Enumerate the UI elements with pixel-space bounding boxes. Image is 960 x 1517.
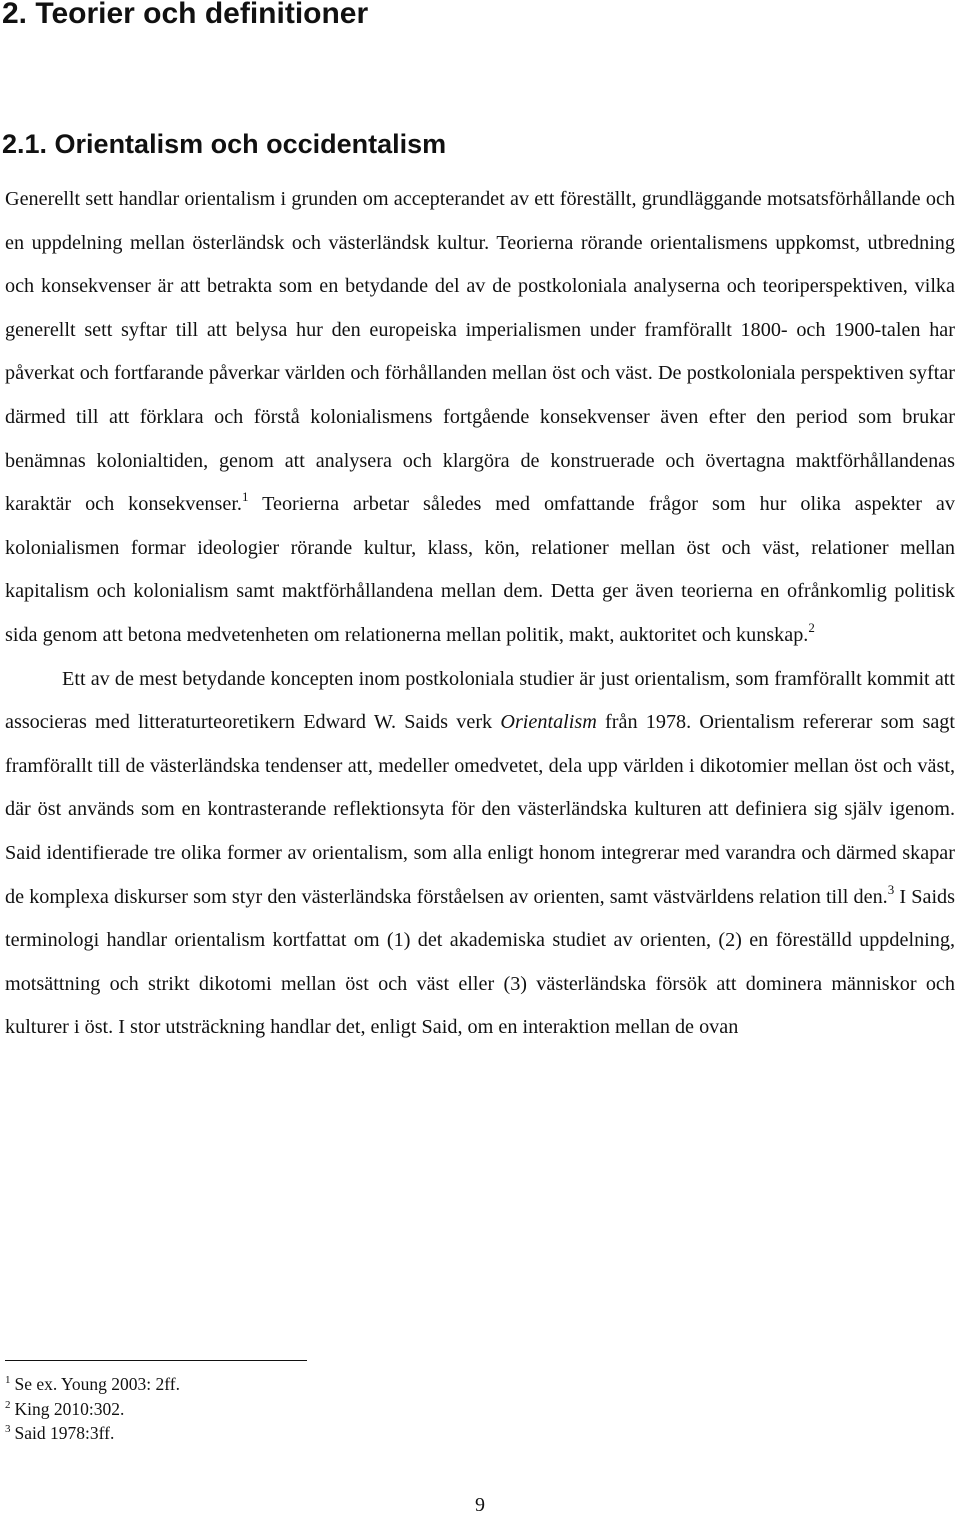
footnote-text: Se ex. Young 2003: 2ff.: [14, 1374, 180, 1394]
chapter-heading: 2. Teorier och definitioner: [2, 0, 369, 30]
section-heading: 2.1. Orientalism och occidentalism: [2, 129, 447, 159]
footnotes: [5, 1372, 180, 1446]
paragraph-2-part-a: Ett av de mest betydande koncepten inom postkoloniala studier är just orientalism, som framförallt kommit att associeras med litteraturteoretikern Edward W. Saids verk: [5, 667, 955, 734]
paragraph-1-part-b: Teorierna arbetar således med omfattande frågor som hur olika aspekter av kolonialismen formar ideologier rörande kultur, klass, kön, relationer mellan öst och väst, relationer mellan kapitalism och kolonialism samt maktförhållandena mellan dem. Detta ger även teorierna en ofrånkomlig politisk sida genom att betona medvetenheten om relationerna mellan politik, makt, auktoritet och kunskap.: [5, 493, 955, 646]
page-number: 9: [475, 1494, 485, 1516]
footnote-text: Said 1978:3ff.: [14, 1423, 115, 1443]
footnote-ref-3: 3: [887, 881, 895, 897]
footnote-2: [5, 1397, 180, 1422]
footnote-text: King 2010:302.: [14, 1398, 125, 1419]
footnote-ref-2: 2: [808, 619, 815, 635]
paragraph-1-part-a: Generellt sett handlar orientalism i grunden om accepterandet av ett föreställt, grundläggande motsatsförhållande och en uppdelning mellan österländsk och västerländsk kultur. Teorierna rörande orientalismens uppkomst, utbredning och konsekvenser är att betrakta som en betydande del av de postkoloniala analyserna och teoriperspektiven, vilka generellt sett syftar till att belysa hur den europeiska imperialismen under framförallt 1800- och 1900-talen har påverkat och fortfarande påverkar världen och förhållanden mellan öst och väst. De postkoloniala perspektiven syftar därmed till att förklara och förstå kolonialismens fortgående konsekvenser även efter den period som brukar benämnas kolonialtiden, genom att analysera och klargöra de konstruerade och övertagna maktförhållandenas karaktär och konsekvenser.: [5, 188, 955, 516]
body-text: [5, 178, 955, 1050]
paragraph-2-part-b: från 1978. Orientalism refererar som sagt framförallt till de västerländska tendenser att, medeller omedvetet, dela upp världen i dikotomier mellan öst och väst, där öst används som en kontrasterande reflektionsyta för den västerländska kulturen att definiera sig själv igenom. Said identifierade tre olika former av orientalism, som alla enligt honom integrerar med varandra och därmed skapar de komplexa diskurser som styr den västerländska förståelsen av orienten, samt västvärldens relation till den.: [5, 711, 955, 908]
footnote-1: [5, 1372, 180, 1397]
footnote-3: [5, 1421, 180, 1446]
paragraph-2: [5, 658, 955, 1050]
book-title: Orientalism: [500, 711, 597, 734]
footnote-number: 2: [5, 1398, 11, 1411]
paragraph-2-part-c: I Saids terminologi handlar orientalism kortfattat om (1) det akademiska studiet av orienten, (2) en föreställd uppdelning, motsättning och strikt dikotomi mellan öst och väst eller (3) västerländska försök att dominera människor och kulturer i öst. I stor utsträckning handlar det, enligt Said, om en interaktion mellan de ovan: [5, 885, 956, 1039]
footnote-number: 3: [5, 1423, 11, 1435]
footnote-ref-1: 1: [241, 489, 249, 505]
footnote-number: 1: [5, 1374, 11, 1386]
paragraph-1: [5, 178, 955, 658]
footnote-separator: [5, 1360, 307, 1361]
